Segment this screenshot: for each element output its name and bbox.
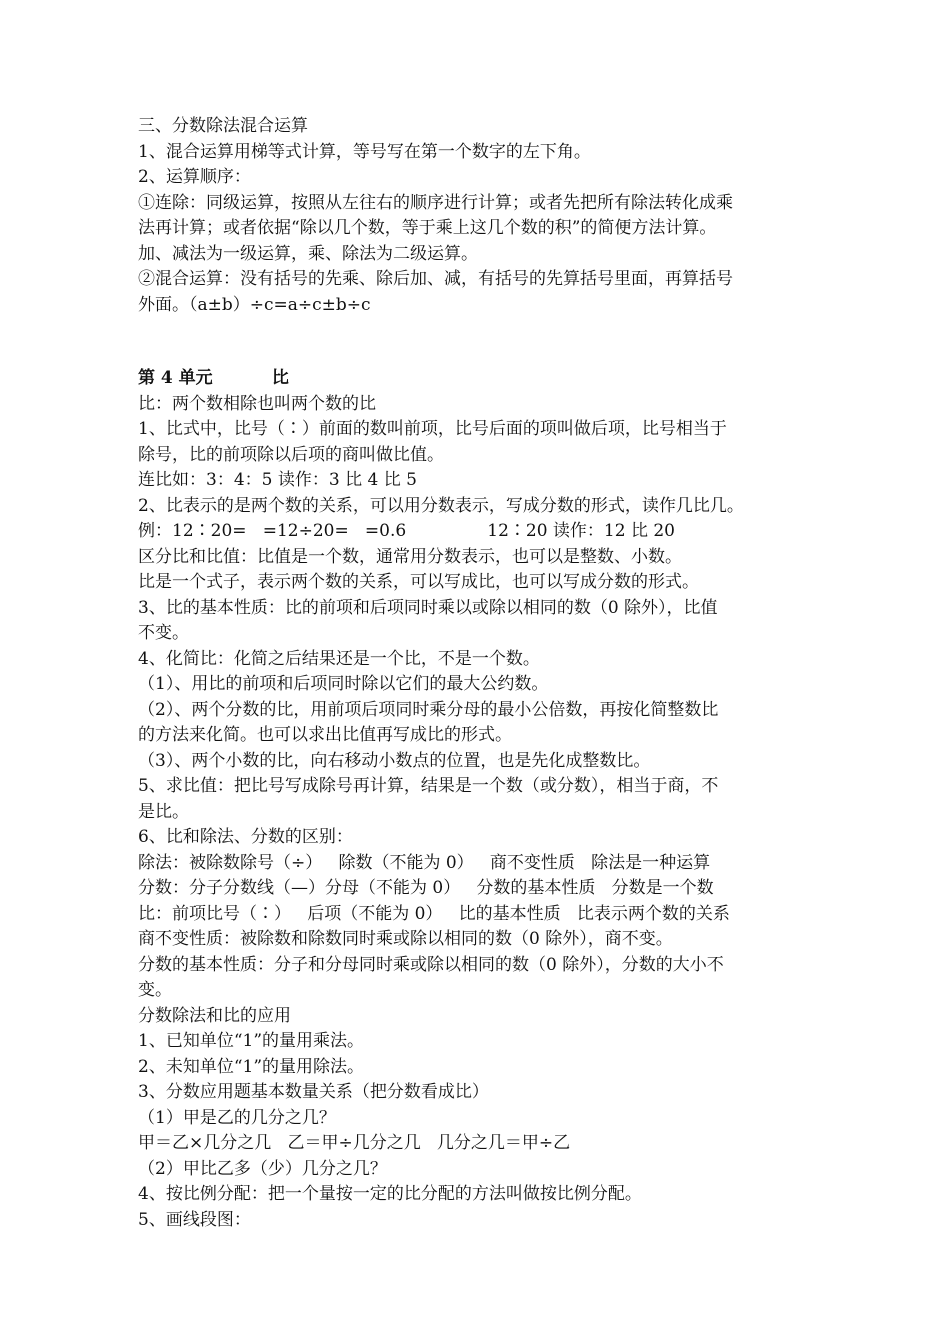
paragraph: （2）甲比乙多（少）几分之几？	[138, 1158, 387, 1179]
paragraph: 2、比表示的是两个数的关系，可以用分数表示，写成分数的形式，读作几比几。	[138, 495, 744, 516]
paragraph: 不变。	[138, 623, 189, 643]
paragraph: 2、运算顺序：	[138, 167, 251, 187]
paragraph: 变。	[138, 980, 172, 1000]
paragraph: 1、混合运算用梯等式计算，等号写在第一个数字的左下角。	[138, 141, 591, 162]
paragraph: ①连除：同级运算，按照从左往右的顺序进行计算；或者先把所有除法转化成乘	[138, 192, 733, 213]
paragraph: 是比。	[138, 801, 189, 822]
section-title: 分数除法和比的应用	[138, 1005, 291, 1026]
paragraph: 比：两个数相除也叫两个数的比	[138, 393, 376, 414]
paragraph: 2、未知单位“1”的量用除法。	[138, 1056, 365, 1077]
paragraph: 加、减法为一级运算，乘、除法为二级运算。	[138, 243, 478, 264]
paragraph: 连比如：3：4：5 读作：3 比 4 比 5	[138, 470, 417, 490]
paragraph: 除号，比的前项除以后项的商叫做比值。	[138, 444, 444, 465]
unit-heading: 第 4 单元 比	[138, 368, 289, 388]
spacer	[138, 318, 828, 366]
paragraph: 的方法来化简。也可以求出比值再写成比的形式。	[138, 725, 512, 745]
paragraph: （2）、两个分数的比，用前项后项同时乘分母的最小公倍数，再按化简整数比	[138, 699, 719, 720]
paragraph: 3、比的基本性质：比的前项和后项同时乘以或除以相同的数（0 除外），比值	[138, 597, 718, 618]
paragraph: 3、分数应用题基本数量关系（把分数看成比）	[138, 1082, 489, 1102]
paragraph: 1、已知单位“1”的量用乘法。	[138, 1031, 365, 1051]
formula-line: 甲＝乙×几分之几 乙＝甲÷几分之几 几分之几＝甲÷乙	[138, 1133, 571, 1153]
paragraph: 区分比和比值：比值是一个数，通常用分数表示，也可以是整数、小数。	[138, 546, 682, 567]
paragraph: 1、比式中，比号（∶）前面的数叫前项，比号后面的项叫做后项，比号相当于	[138, 419, 727, 439]
paragraph: 5、画线段图：	[138, 1209, 251, 1230]
paragraph: 5、求比值：把比号写成除号再计算，结果是一个数（或分数），相当于商，不	[138, 776, 719, 796]
paragraph: 商不变性质：被除数和除数同时乘或除以相同的数（0 除外），商不变。	[138, 929, 673, 949]
paragraph: 4、按比例分配：把一个量按一定的比分配的方法叫做按比例分配。	[138, 1184, 642, 1204]
paragraph: 法再计算；或者依据“除以几个数，等于乘上这几个数的积”的简便方法计算。	[138, 218, 717, 238]
paragraph: 比是一个式子，表示两个数的关系，可以写成比，也可以写成分数的形式。	[138, 572, 699, 592]
section-title: 三、分数除法混合运算	[138, 116, 308, 136]
paragraph: 4、化简比：化简之后结果还是一个比，不是一个数。	[138, 648, 540, 669]
example-line: 例：12∶20= =12÷20= =0.6 12∶20 读作：12 比 20	[138, 521, 676, 541]
paragraph: 6、比和除法、分数的区别：	[138, 827, 353, 847]
document-page	[138, 114, 828, 1233]
paragraph: （1）、用比的前项和后项同时除以它们的最大公约数。	[138, 674, 549, 694]
paragraph: 分数的基本性质：分子和分母同时乘或除以相同的数（0 除外），分数的大小不	[138, 954, 724, 975]
paragraph: （3）、两个小数的比，向右移动小数点的位置，也是先化成整数比。	[138, 750, 651, 771]
paragraph: 外面。（a±b）÷c=a÷c±b÷c	[138, 294, 371, 315]
paragraph: ②混合运算：没有括号的先乘、除后加、减，有括号的先算括号里面，再算括号	[138, 269, 733, 289]
comparison-row: 比：前项比号（∶） 后项（不能为 0） 比的基本性质 比表示两个数的关系	[138, 903, 730, 924]
paragraph: （1）甲是乙的几分之几？	[138, 1107, 336, 1128]
comparison-row: 除法：被除数除号（÷） 除数（不能为 0） 商不变性质 除法是一种运算	[138, 852, 711, 873]
comparison-row: 分数：分子分数线（—）分母（不能为 0） 分数的基本性质 分数是一个数	[138, 878, 714, 898]
